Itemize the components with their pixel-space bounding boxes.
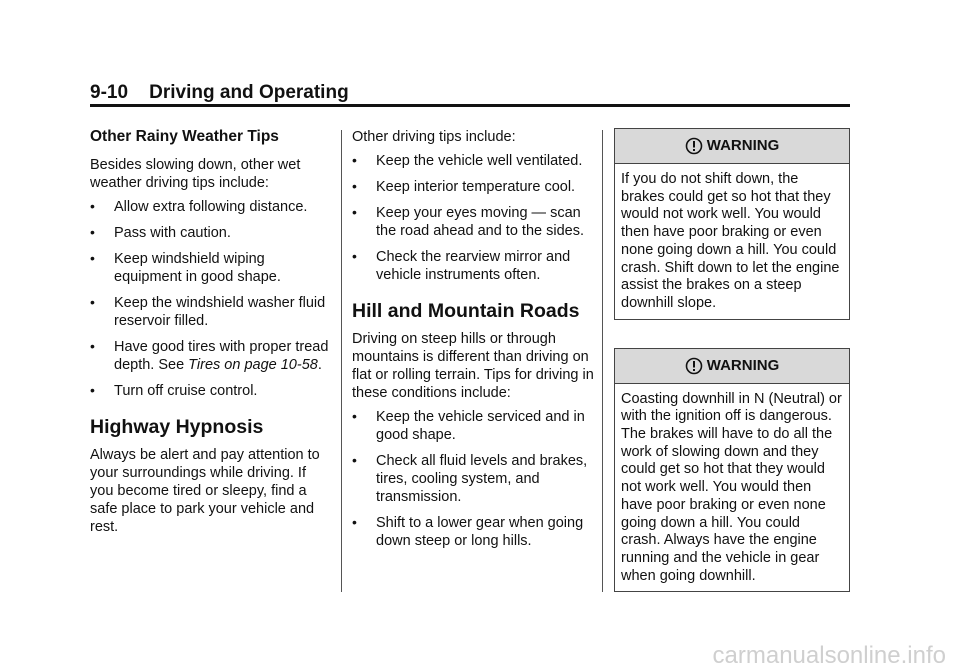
section-title: Driving and Operating <box>149 82 349 103</box>
list-item: • Keep your eyes moving — scan the road ahead and to the sides. <box>352 204 594 240</box>
tires-link[interactable]: Tires on page 10-58 <box>188 357 318 373</box>
list-item: • Keep the windshield washer fluid reservoir filled. <box>90 294 330 330</box>
warning-title-2: WARNING <box>706 356 780 374</box>
watermark: carmanualsonline.info <box>712 642 946 669</box>
list-item: • Check all fluid levels and brakes, tires, cooling system, and transmission. <box>352 452 594 506</box>
hill-mountain-heading: Hill and Mountain Roads <box>352 300 580 322</box>
column-divider-2 <box>602 130 603 592</box>
list-item <box>90 338 330 374</box>
list-item: • Keep the vehicle well ventilated. <box>352 152 594 170</box>
page-header <box>90 82 850 104</box>
page-number: 9-10 <box>90 82 129 103</box>
tires-text: Have good tires with proper tread depth. See <box>114 339 329 373</box>
hill-mountain-list <box>352 408 594 550</box>
highway-hypnosis-text: Always be alert and pay attention to your surroundings while driving. If you become tired or sleepy, find a safe place to park your vehicle and rest. <box>90 447 320 535</box>
list-item: • Check the rearview mirror and vehicle instruments often. <box>352 248 594 284</box>
hill-mountain-text: Driving on steep hills or through mountains is different than driving on flat or rolling terrain. Tips for driving in these conditions include: <box>352 331 594 401</box>
column-divider-1 <box>341 130 342 592</box>
warning-icon <box>685 137 703 155</box>
warning-text-1: If you do not shift down, the brakes could get so hot that they would not work well. You would then have poor braking or even none going down a hill. You could crash. Shift down to let the engine assist the brakes on a steep downhill slope. <box>621 171 840 311</box>
other-tips-intro: Other driving tips include: <box>352 129 516 145</box>
list-item: • Shift to a lower gear when going down steep or long hills. <box>352 514 594 550</box>
list-item: • Keep the vehicle serviced and in good shape. <box>352 408 594 444</box>
highway-hypnosis-heading: Highway Hypnosis <box>90 416 264 438</box>
column-1 <box>90 128 330 542</box>
warning-icon <box>685 357 703 375</box>
rainy-tips-intro: Besides slowing down, other wet weather driving tips include: <box>90 157 301 191</box>
column-2 <box>352 128 594 558</box>
header-rule <box>90 104 850 107</box>
warning-box-2 <box>614 348 850 593</box>
warning-text-2: Coasting downhill in N (Neutral) or with the ignition off is dangerous. The brakes will have to do all the work of slowing down and they could get so hot that they would not work well. You would then have poor braking or even none going down a hill. You could crash. Always have the engine running and the vehicle in gear when going downhill. <box>621 390 842 584</box>
column-3 <box>614 128 850 620</box>
warning-header-1 <box>615 129 849 164</box>
rainy-tips-list <box>90 198 330 400</box>
tires-suffix: . <box>317 357 322 373</box>
list-item: • Turn off cruise control. <box>90 382 330 400</box>
warning-header-2 <box>615 349 849 384</box>
rainy-tips-heading: Other Rainy Weather Tips <box>90 128 279 145</box>
list-item: • Keep interior temperature cool. <box>352 178 594 196</box>
warning-box-1 <box>614 128 850 320</box>
list-item: • Pass with caution. <box>90 224 330 242</box>
warning-title-1: WARNING <box>706 137 780 154</box>
other-tips-list <box>352 152 594 284</box>
list-item: • Keep windshield wiping equipment in good shape. <box>90 250 330 286</box>
list-item: • Allow extra following distance. <box>90 198 330 216</box>
